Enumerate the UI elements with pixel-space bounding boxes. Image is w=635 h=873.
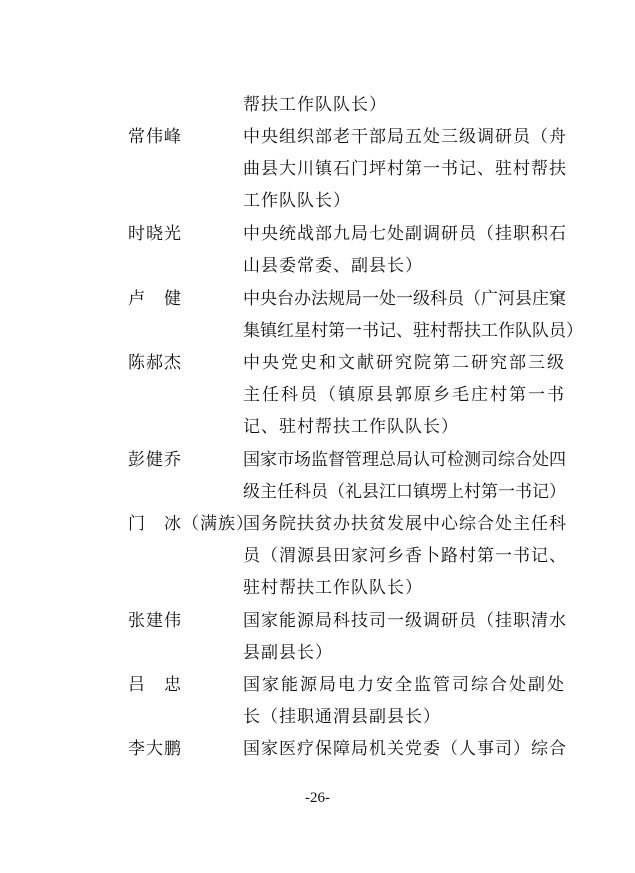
entry-8-name: 吕 忠 xyxy=(128,675,182,695)
entry-8-line-1: 长（挂职通渭县副县长） xyxy=(243,707,441,727)
entry-1-line-1: 曲县大川镇石门坪村第一书记、驻村帮扶 xyxy=(243,159,567,179)
entry-4-name: 陈郝杰 xyxy=(128,353,182,373)
entry-2-line-1: 山县委常委、副县长） xyxy=(243,256,423,276)
entry-3-name: 卢 健 xyxy=(128,289,182,309)
entry-6-line-1: 员（渭源县田家河乡香卜路村第一书记、 xyxy=(243,546,567,566)
entry-7-line-1: 县副县长） xyxy=(243,643,333,663)
entry-1-line-2: 工作队队长） xyxy=(243,191,351,211)
page-number: -26- xyxy=(305,790,330,806)
entry-2-line-0: 中央统战部九局七处副调研员（挂职积石 xyxy=(243,224,567,244)
entry-7-name: 张建伟 xyxy=(128,611,182,631)
entry-6-name: 门 冰（满族） xyxy=(128,514,254,534)
entry-6-line-2: 驻村帮扶工作队队长） xyxy=(243,578,423,598)
entry-5-line-0: 国家市场监督管理总局认可检测司综合处四 xyxy=(243,450,566,470)
entry-1-line-0: 中央组织部老干部局五处三级调研员（舟 xyxy=(243,127,567,147)
entry-8-line-0: 国家能源局电力安全监管司综合处副处 xyxy=(243,675,566,695)
entry-2-name: 时晓光 xyxy=(128,224,182,244)
entry-4-line-2: 记、驻村帮扶工作队队长） xyxy=(243,417,459,437)
entry-1-name: 常伟峰 xyxy=(128,127,182,147)
entry-5-name: 彭健乔 xyxy=(128,450,182,470)
entry-9-name: 李大鹏 xyxy=(128,739,182,759)
entry-5-line-1: 级主任科员（礼县江口镇塄上村第一书记） xyxy=(243,482,566,502)
entry-4-line-1: 主任科员（镇原县郭原乡毛庄村第一书 xyxy=(243,385,566,405)
entry-6-line-0: 国务院扶贫办扶贫发展中心综合处主任科 xyxy=(243,514,567,534)
entry-9-line-0: 国家医疗保障局机关党委（人事司）综合 xyxy=(243,739,567,759)
entry-0-line-0: 帮扶工作队队长） xyxy=(243,95,387,115)
entry-3-line-1: 集镇红星村第一书记、驻村帮扶工作队队员） xyxy=(243,321,583,341)
entry-7-line-0: 国家能源局科技司一级调研员（挂职清水 xyxy=(243,611,567,631)
entry-3-line-0: 中央台办法规局一处一级科员（广河县庄窠 xyxy=(243,289,566,309)
entry-4-line-0: 中央党史和文献研究院第二研究部三级 xyxy=(243,353,566,373)
